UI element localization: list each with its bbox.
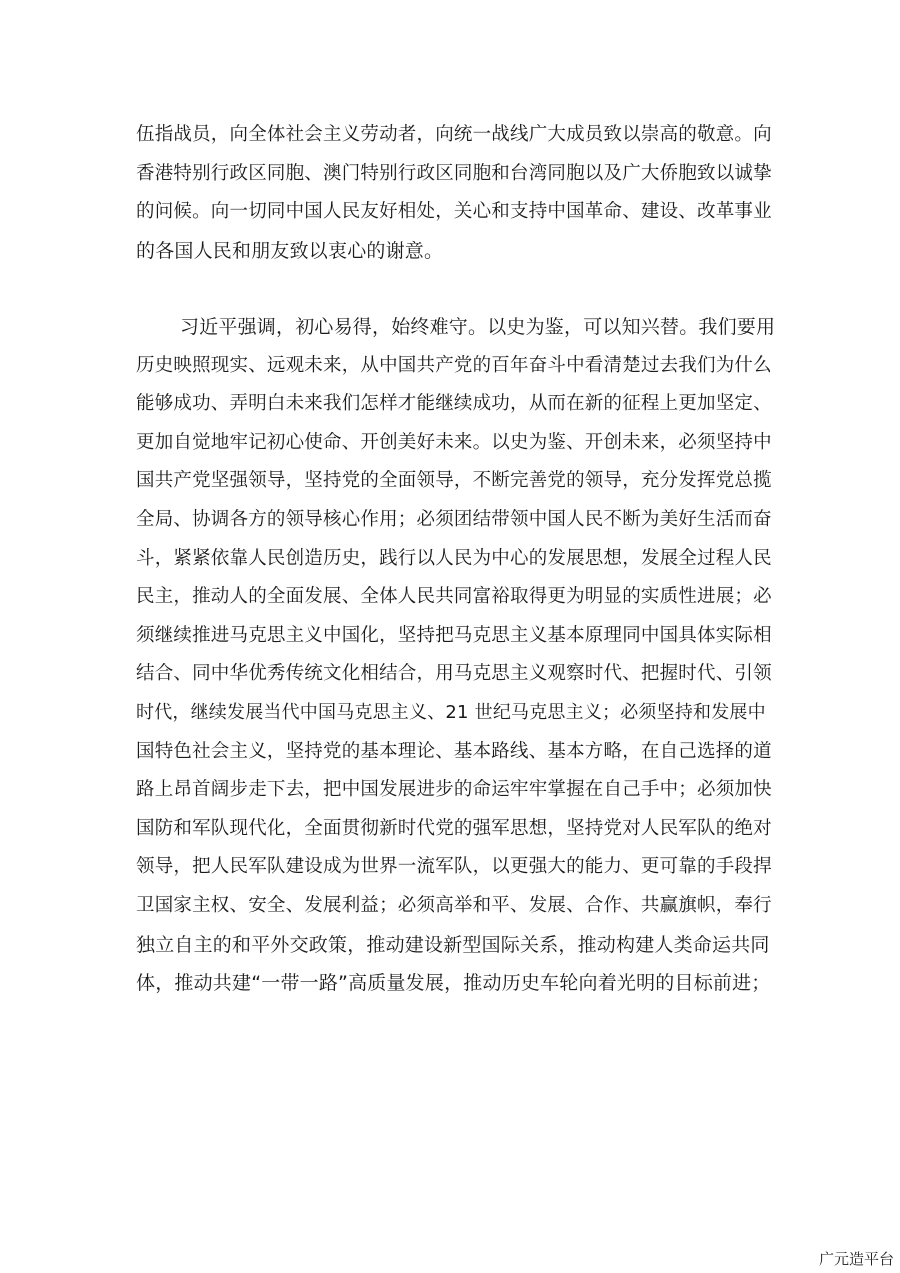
text-line: 斗，紧紧依靠人民创造历史，践行以人民为中心的发展思想，发展全过程人民	[136, 547, 772, 569]
text-line: 结合、同中华优秀传统文化相结合，用马克思主义观察时代、把握时代、引领	[136, 663, 772, 685]
watermark-label: 广元造平台	[818, 1250, 894, 1268]
text-line: 能够成功、弄明白未来我们怎样才能继续成功，从而在新的征程上更加坚定、	[136, 393, 772, 415]
text-line: 时代，继续发展当代中国马克思主义、21 世纪马克思主义；必须坚持和发展中	[136, 701, 766, 723]
text-line: 卫国家主权、安全、发展利益；必须高举和平、发展、合作、共赢旗帜，奉行	[136, 894, 772, 916]
text-line: 领导，把人民军队建设成为世界一流军队，以更强大的能力、更可靠的手段捍	[136, 856, 772, 878]
text-line: 国特色社会主义，坚持党的基本理论、基本路线、基本方略，在自己选择的道	[136, 740, 772, 762]
text-line: 须继续推进马克思主义中国化，坚持把马克思主义基本原理同中国具体实际相	[136, 624, 772, 646]
text-line: 更加自觉地牢记初心使命、开创美好未来。以史为鉴、开创未来，必须坚持中	[136, 431, 772, 453]
text-line: 的问候。向一切同中国人民友好相处，关心和支持中国革命、建设、改革事业	[136, 201, 772, 223]
text-line: 全局、协调各方的领导核心作用；必须团结带领中国人民不断为美好生活而奋	[136, 508, 772, 530]
text-line: 伍指战员，向全体社会主义劳动者，向统一战线广大成员致以崇高的敬意。向	[136, 124, 772, 145]
text-line: 民主，推动人的全面发展、全体人民共同富裕取得更为明显的实质性进展；必	[136, 586, 772, 608]
text-line: 国防和军队现代化，全面贯彻新时代党的强军思想，坚持党对人民军队的绝对	[136, 817, 772, 839]
text-line: 体，推动共建“一带一路”高质量发展，推动历史车轮向着光明的目标前进；	[136, 972, 771, 995]
text-line: 国共产党坚强领导，坚持党的全面领导，不断完善党的领导，充分发挥党总揽	[136, 470, 772, 492]
text-line-first-indented: 习近平强调，初心易得，始终难守。以史为鉴，可以知兴替。我们要用	[180, 316, 776, 338]
paragraph-2	[136, 308, 776, 1003]
paragraph-1	[136, 116, 772, 270]
text-line: 的各国人民和朋友致以衷心的谢意。	[136, 239, 444, 262]
text-line: 独立自主的和平外交政策，推动建设新型国际关系，推动构建人类命运共同	[136, 933, 770, 956]
text-line: 路上昂首阔步走下去，把中国发展进步的命运牢牢掌握在自己手中；必须加快	[136, 779, 772, 801]
text-line: 历史映照现实、远观未来，从中国共产党的百年奋斗中看清楚过去我们为什么	[136, 354, 772, 376]
text-line: 香港特别行政区同胞、澳门特别行政区同胞和台湾同胞以及广大侨胞致以诚挚	[136, 162, 772, 184]
